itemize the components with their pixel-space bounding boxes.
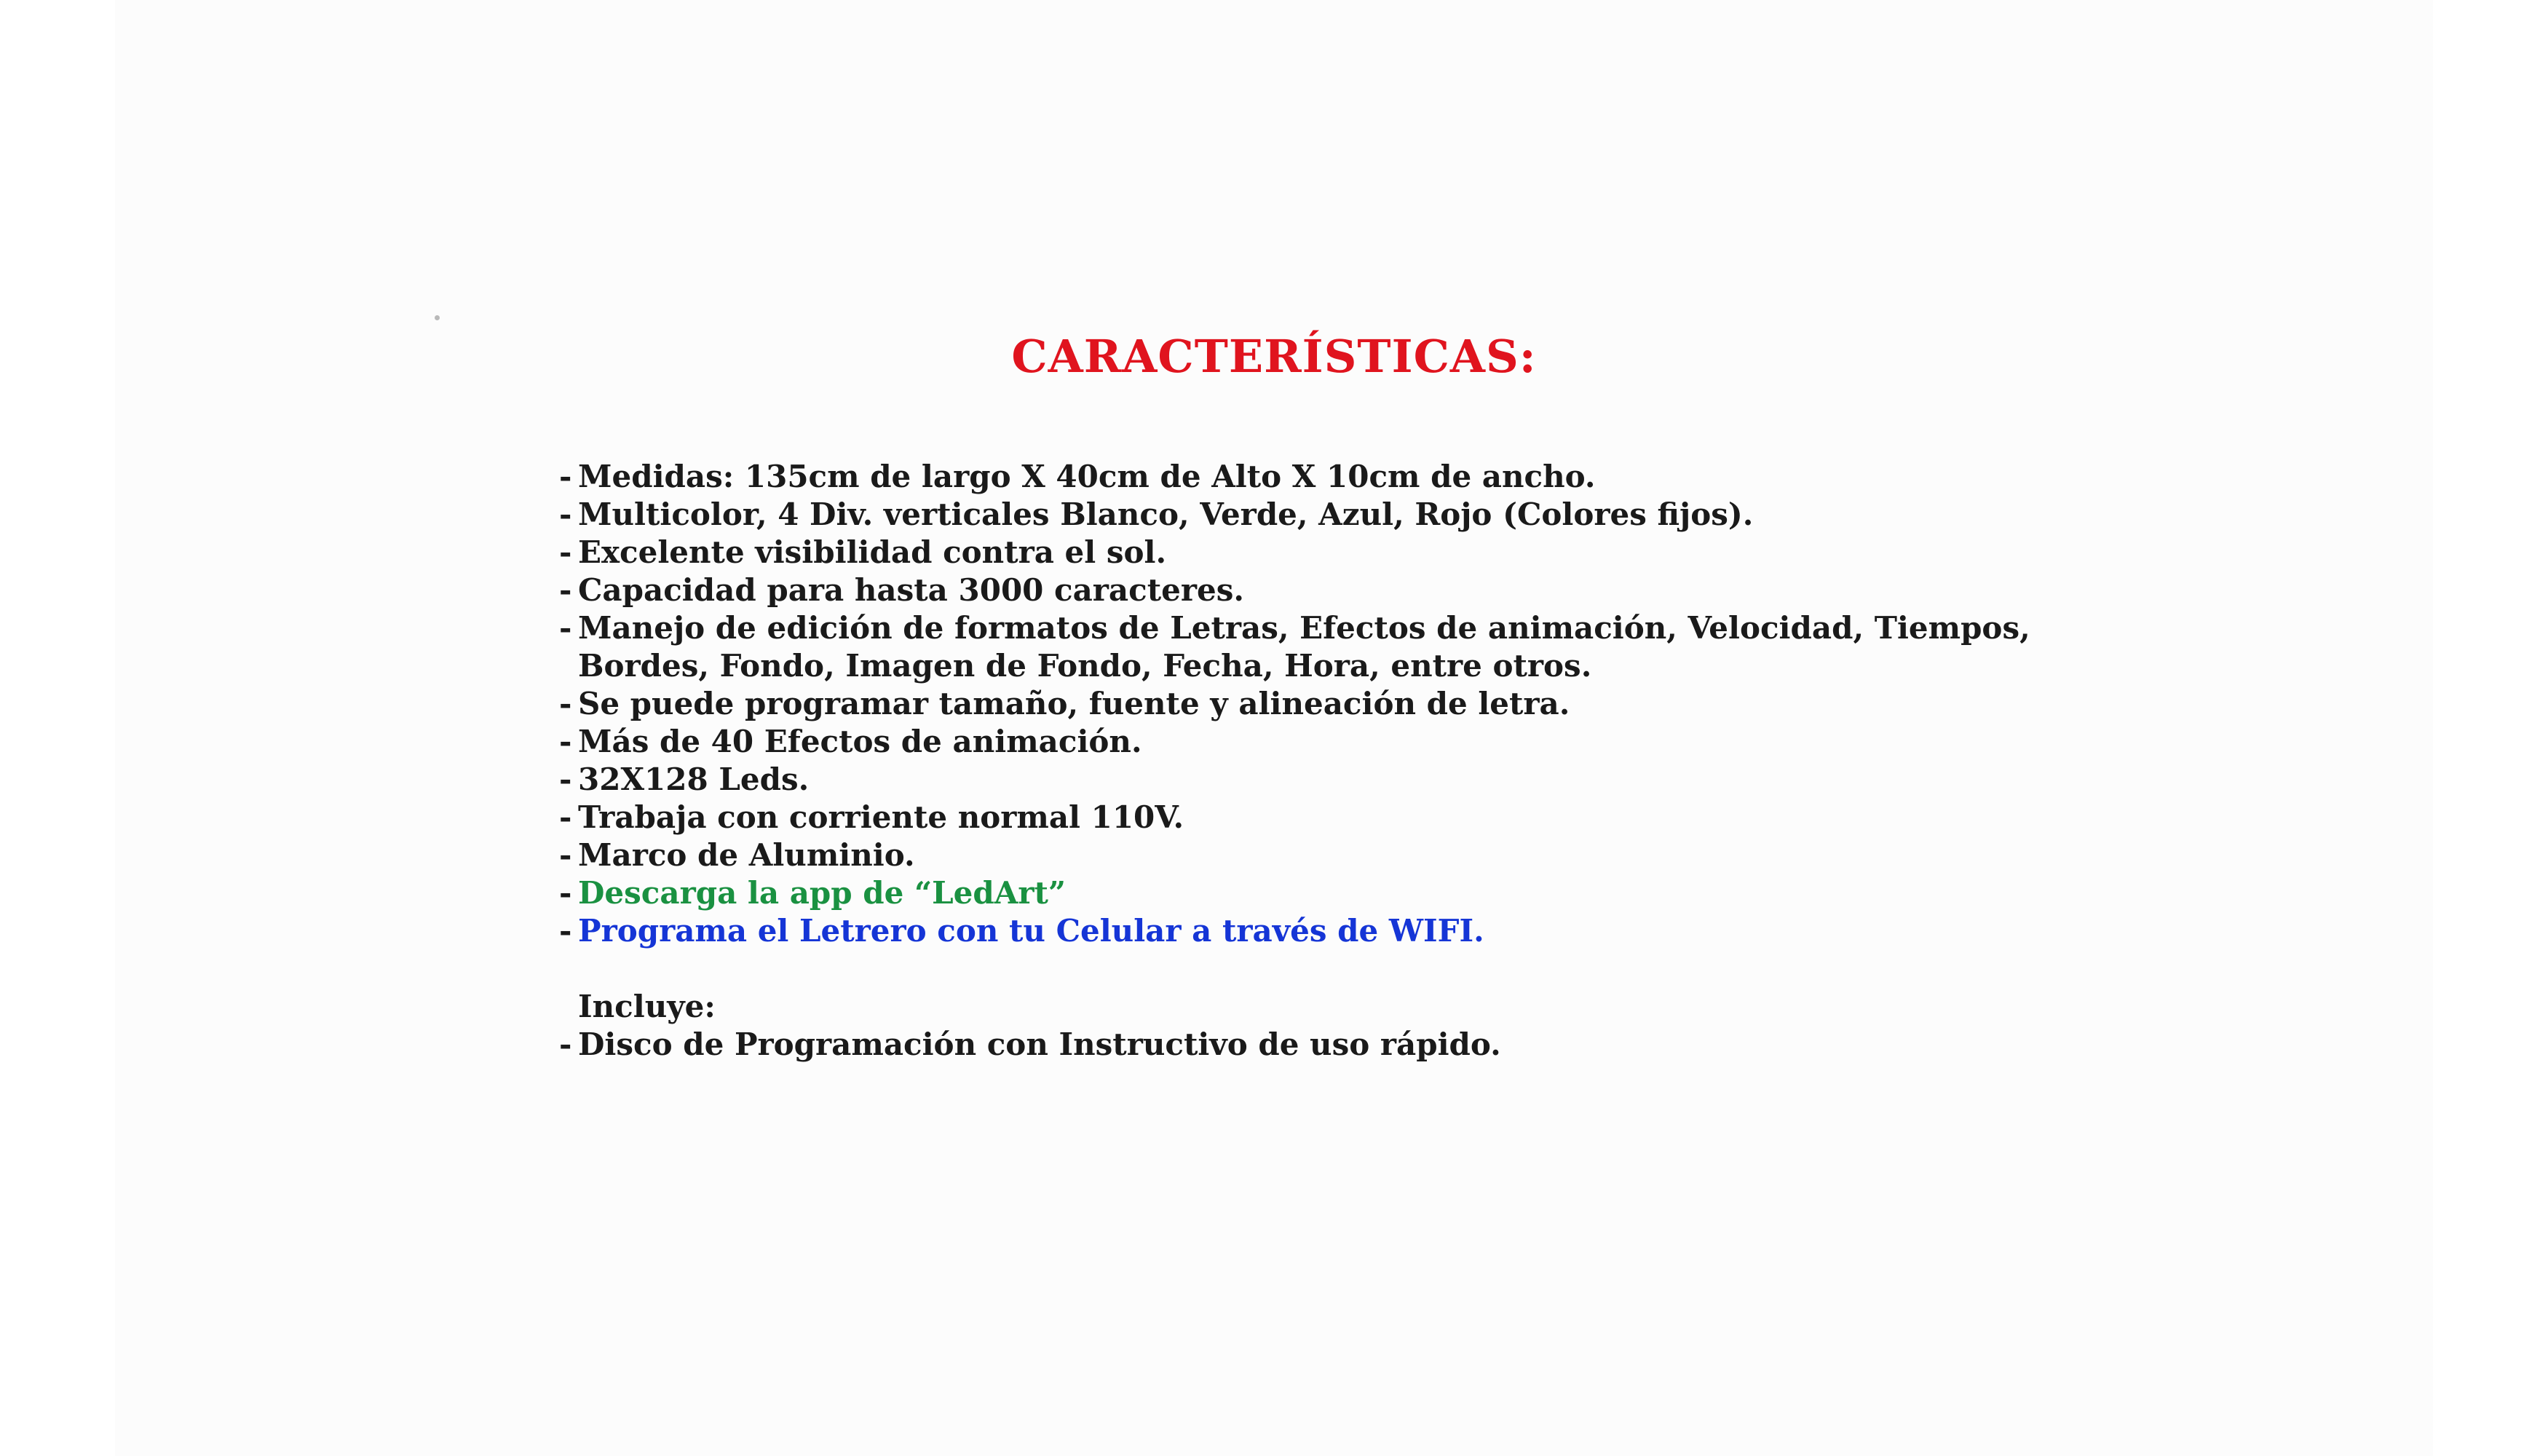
feature-text: Multicolor, 4 Div. verticales Blanco, Verde, Azul, Rojo (Colores fijos). [578, 496, 1754, 532]
feature-download-app [559, 874, 2234, 912]
includes-heading-text: Incluye: [578, 989, 716, 1024]
feature-font-size [559, 685, 2234, 723]
bullet-dash: - [559, 534, 572, 570]
bullet-dash: - [559, 913, 572, 949]
bullet-dash: - [559, 799, 572, 835]
feature-visibility [559, 534, 2234, 571]
feature-editing-continued [559, 647, 2234, 685]
feature-text: Excelente visibilidad contra el sol. [578, 534, 1167, 570]
feature-text-blue: Programa el Letrero con tu Celular a través de WIFI. [578, 913, 1484, 949]
feature-power [559, 799, 2234, 836]
feature-measures [559, 458, 2234, 496]
bullet-dash: - [559, 459, 572, 494]
feature-capacity [559, 571, 2234, 609]
feature-text: 32X128 Leds. [578, 761, 810, 797]
feature-text: Manejo de edición de formatos de Letras, Efectos de animación, Velocidad, Tiempos, [578, 610, 2030, 646]
includes-item-text: Disco de Programación con Instructivo de uso rápido. [578, 1026, 1501, 1062]
bullet-dash: - [559, 572, 572, 608]
feature-text-green: Descarga la app de “LedArt” [578, 875, 1067, 911]
includes-heading [559, 988, 2234, 1026]
bullet-dash: - [559, 724, 572, 759]
feature-multicolor [559, 496, 2234, 534]
bullet-dash: - [559, 1026, 572, 1062]
spacer [559, 950, 2234, 988]
features-list [559, 458, 2234, 1064]
feature-editing [559, 609, 2234, 647]
feature-frame [559, 836, 2234, 874]
feature-text: Marco de Aluminio. [578, 837, 915, 873]
bullet-dash: - [559, 761, 572, 797]
feature-text: Capacidad para hasta 3000 caracteres. [578, 572, 1244, 608]
bullet-dash: - [559, 610, 572, 646]
feature-text: Más de 40 Efectos de animación. [578, 724, 1142, 759]
feature-text: Se puede programar tamaño, fuente y alineación de letra. [578, 686, 1570, 721]
bullet-dash: - [559, 837, 572, 873]
feature-program-wifi [559, 912, 2234, 950]
feature-text: Trabaja con corriente normal 110V. [578, 799, 1184, 835]
bullet-dash: - [559, 875, 572, 911]
feature-text: Medidas: 135cm de largo X 40cm de Alto X 10cm de ancho. [578, 459, 1596, 494]
includes-item [559, 1026, 2234, 1064]
page-title: CARACTERÍSTICAS: [1011, 330, 1537, 383]
feature-text: Bordes, Fondo, Imagen de Fondo, Fecha, Hora, entre otros. [578, 648, 1592, 684]
feature-leds [559, 761, 2234, 799]
feature-effects [559, 723, 2234, 761]
bullet-dash: - [559, 496, 572, 532]
bullet-dash: - [559, 686, 572, 721]
stray-dot [435, 315, 440, 320]
